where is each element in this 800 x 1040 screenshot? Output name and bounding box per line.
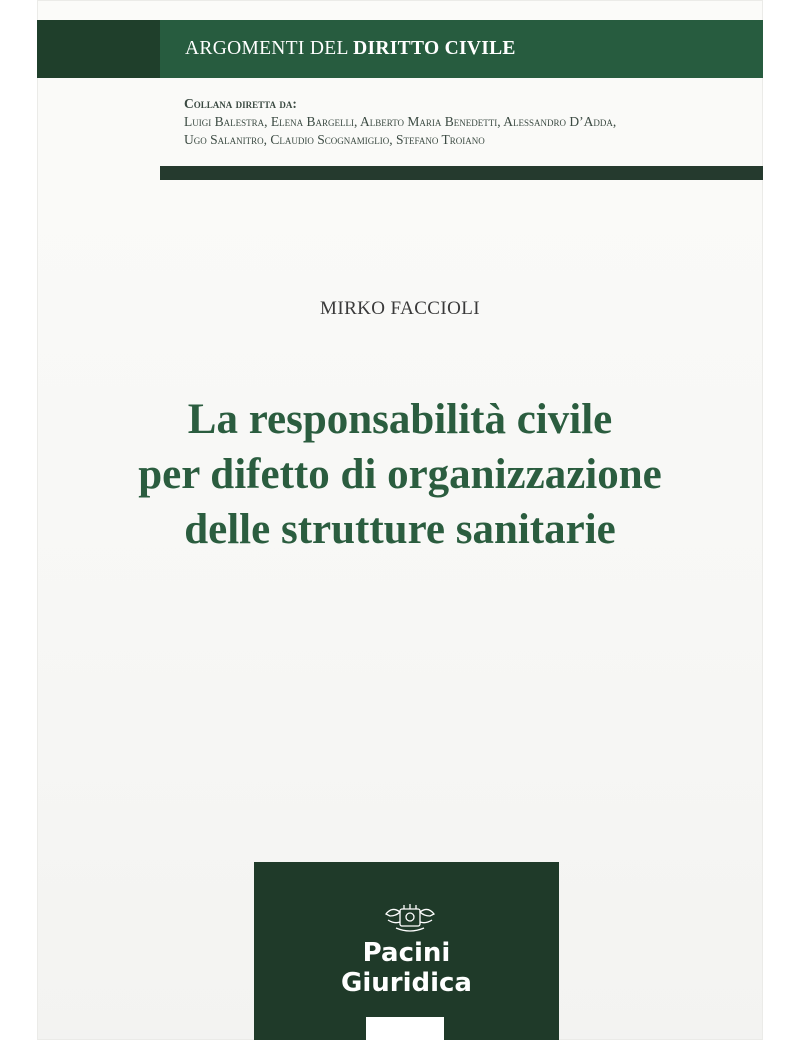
editors-line-1: Luigi Balestra, Elena Bargelli, Alberto Maria Benedetti, Alessandro D’Adda,	[184, 114, 617, 129]
series-banner-accent	[37, 20, 160, 78]
publisher-mark	[366, 1017, 444, 1040]
series-title-prefix: ARGOMENTI DEL	[185, 38, 348, 59]
publisher-name	[254, 938, 559, 998]
book-title-line-2: per difetto di organizzazione	[138, 451, 662, 498]
book-title-line-1: La responsabilità civile	[187, 396, 613, 443]
divider-bar	[160, 166, 763, 180]
editors-line-2: Ugo Salanitro, Claudio Scognamiglio, Stefano Troiano	[184, 132, 485, 147]
book-title-line-3: delle strutture sanitarie	[184, 506, 616, 553]
series-editors	[184, 95, 754, 149]
series-banner	[37, 20, 763, 78]
series-title-bold: DIRITTO CIVILE	[353, 38, 516, 59]
publisher-name-line-2: Giuridica	[341, 968, 472, 998]
author-name: MIRKO FACCIOLI	[320, 298, 480, 319]
publisher-block	[254, 862, 559, 1040]
book-title	[0, 392, 800, 557]
publisher-name-line-1: Pacini	[362, 938, 451, 968]
pacini-crest-icon	[382, 902, 438, 934]
series-title	[185, 20, 516, 78]
editors-label: Collana diretta da:	[184, 96, 297, 111]
